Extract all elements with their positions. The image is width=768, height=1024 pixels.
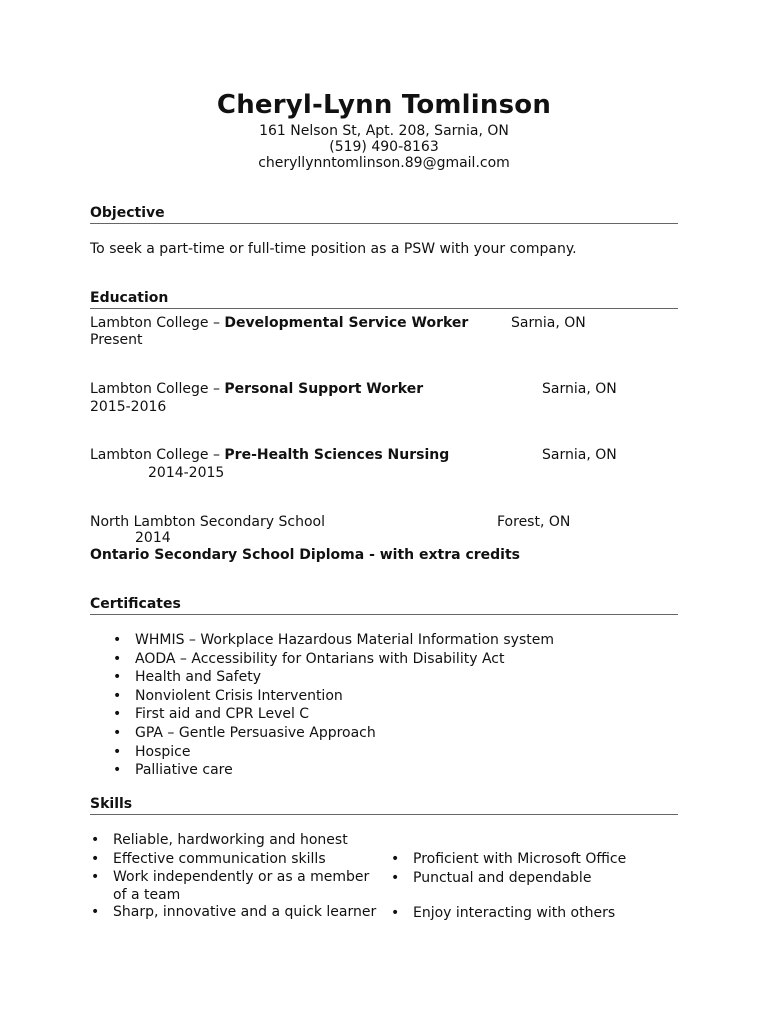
skills-heading: Skills (90, 796, 133, 812)
education-date: 2014 (135, 530, 171, 546)
education-school: Lambton College – (90, 381, 225, 397)
education-location: Sarnia, ON (542, 447, 617, 463)
contact-phone: (519) 490-8163 (329, 139, 439, 155)
certificates-divider (90, 614, 678, 615)
contact-email: cheryllynntomlinson.89@gmail.com (258, 155, 510, 171)
education-heading: Education (90, 290, 169, 306)
list-item: • Punctual and dependable (413, 869, 626, 888)
skills-list-right (413, 850, 626, 922)
list-item: • First aid and CPR Level C (135, 705, 554, 724)
education-program: Developmental Service Worker (224, 315, 469, 331)
education-date: 2015-2016 (90, 399, 167, 415)
education-date: Present (90, 332, 143, 348)
education-school: North Lambton Secondary School (90, 514, 325, 530)
contact-address: 161 Nelson St, Apt. 208, Sarnia, ON (259, 123, 509, 139)
list-item: • WHMIS – Workplace Hazardous Material Information system (135, 631, 554, 650)
list-item: • Sharp, innovative and a quick learner (113, 903, 376, 922)
list-item: • AODA – Accessibility for Ontarians with Disability Act (135, 650, 554, 669)
list-item: • Reliable, hardworking and honest (113, 831, 376, 850)
resume-name: Cheryl-Lynn Tomlinson (216, 90, 552, 120)
list-item: • Proficient with Microsoft Office (413, 850, 626, 869)
list-item: • Nonviolent Crisis Intervention (135, 687, 554, 706)
education-entry-2 (90, 381, 423, 398)
education-location: Sarnia, ON (542, 381, 617, 397)
list-item: • Work independently or as a member (113, 868, 376, 887)
education-program: Personal Support Worker (224, 381, 424, 397)
skills-list-left (113, 831, 376, 922)
skills-divider (90, 814, 678, 815)
objective-heading: Objective (90, 205, 165, 221)
certificates-heading: Certificates (90, 596, 181, 612)
list-item-continuation: of a team (113, 886, 181, 903)
education-school: Lambton College – (90, 447, 225, 463)
education-entry-3 (90, 447, 449, 464)
list-item: • Palliative care (135, 761, 554, 780)
objective-text: To seek a part-time or full-time position as a PSW with your company. (90, 241, 577, 257)
list-item: • Effective communication skills (113, 850, 376, 869)
education-location: Forest, ON (497, 514, 571, 530)
objective-divider (90, 223, 678, 224)
list-item: • Enjoy interacting with others (413, 904, 626, 923)
list-item: • Health and Safety (135, 668, 554, 687)
education-program: Pre-Health Sciences Nursing (224, 447, 450, 463)
education-school: Lambton College – (90, 315, 225, 331)
list-item: • Hospice (135, 743, 554, 762)
education-date: 2014-2015 (148, 465, 225, 481)
list-item: • GPA – Gentle Persuasive Approach (135, 724, 554, 743)
education-entry-1 (90, 315, 468, 332)
education-location: Sarnia, ON (511, 315, 586, 331)
education-divider (90, 308, 678, 309)
certificates-list (135, 631, 554, 780)
education-diploma: Ontario Secondary School Diploma - with extra credits (90, 547, 521, 563)
